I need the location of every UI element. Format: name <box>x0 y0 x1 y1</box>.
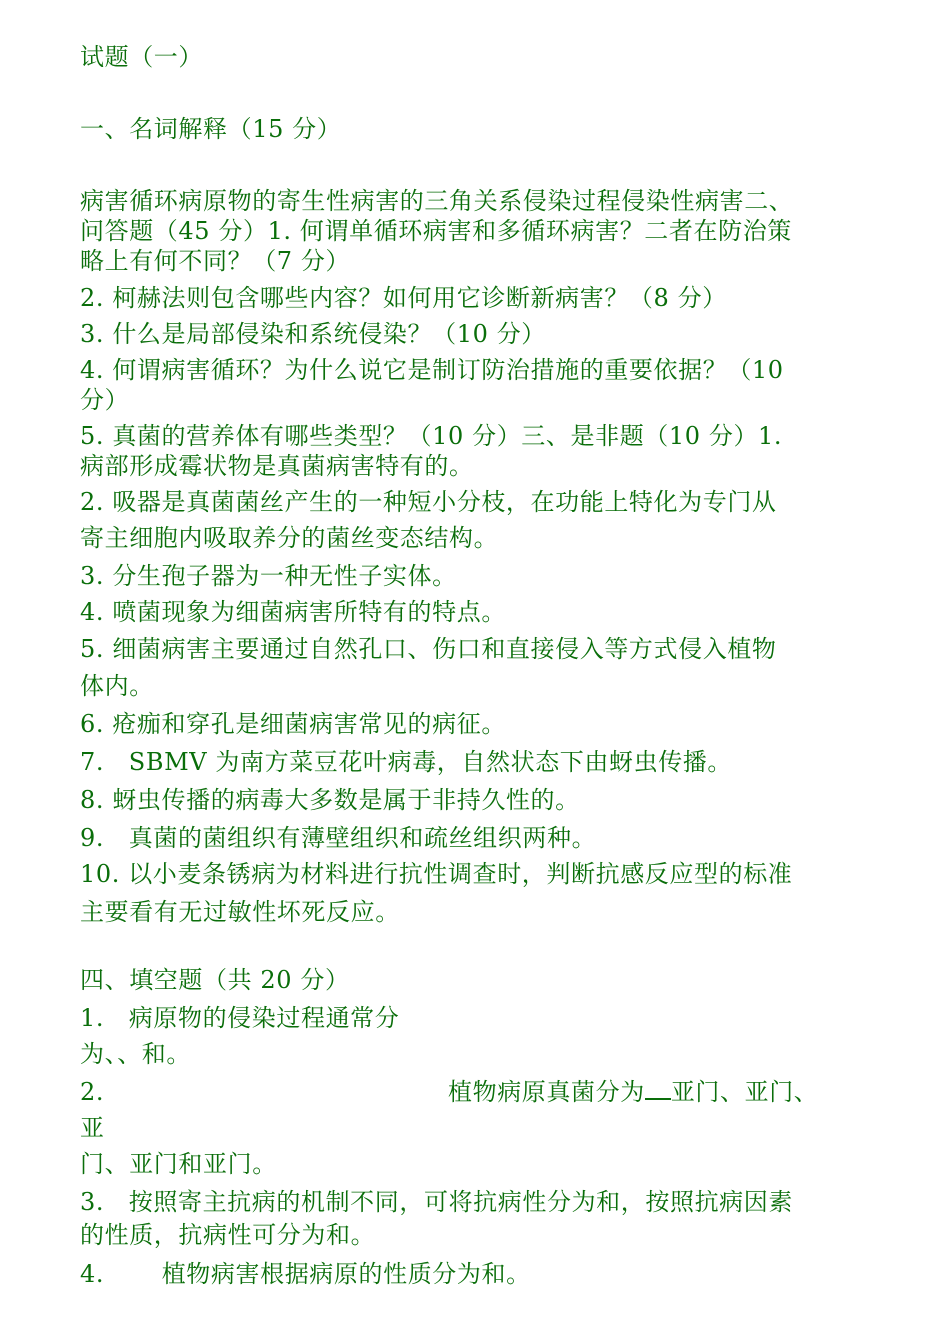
text-line: 3. 什么是局部侵染和系统侵染？（10 分） <box>80 320 546 348</box>
text-line: 2. 柯赫法则包含哪些内容？如何用它诊断新病害？（8 分） <box>80 284 727 312</box>
text-line: 10. 以小麦条锈病为材料进行抗性调查时，判断抗感反应型的标准 <box>80 860 793 888</box>
doc-title: 试题（一） <box>80 43 203 71</box>
fill-q2-number: 2. <box>80 1078 105 1106</box>
text-line: 体内。 <box>80 672 154 700</box>
answer-blank <box>645 1080 671 1100</box>
text-line: 6. 疮痂和穿孔是细菌病害常见的病征。 <box>80 710 506 738</box>
fill-q1-line1: 1. 病原物的侵染过程通常分 <box>80 1004 400 1032</box>
fill-q3-line1: 3. 按照寄主抗病的机制不同，可将抗病性分为和，按照抗病因素 <box>80 1188 793 1216</box>
text-line: 主要看有无过敏性坏死反应。 <box>80 898 400 926</box>
fill-q2-line3: 门、亚门和亚门。 <box>80 1150 277 1178</box>
text-line: 8. 蚜虫传播的病毒大多数是属于非持久性的。 <box>80 786 580 814</box>
fill-q2-text-after: 亚门、亚门、 <box>670 1078 819 1106</box>
text-line: 病害循环病原物的寄生性病害的三角关系侵染过程侵染性病害二、 <box>80 187 794 215</box>
text-line: 4. 喷菌现象为细菌病害所特有的特点。 <box>80 598 506 626</box>
text-line: 略上有何不同？（7 分） <box>80 247 351 275</box>
text-line: 5. 真菌的营养体有哪些类型？（10 分）三、是非题（10 分）1. <box>80 422 783 450</box>
fill-q4-line: 4. 植物病害根据病原的性质分为和。 <box>80 1260 531 1288</box>
text-line: 5. 细菌病害主要通过自然孔口、伤口和直接侵入等方式侵入植物 <box>80 635 777 663</box>
text-line: 分） <box>80 386 130 414</box>
text-line: 4. 何谓病害循环？为什么说它是制订防治措施的重要依据？（10 <box>80 356 784 384</box>
text-line: 问答题（45 分）1. 何谓单循环病害和多循环病害？二者在防治策 <box>80 217 792 245</box>
text-line: 寄主细胞内吸取养分的菌丝变态结构。 <box>80 524 499 552</box>
text-line: 7. SBMV 为南方菜豆花叶病毒，自然状态下由蚜虫传播。 <box>80 748 732 776</box>
section1-heading: 一、名词解释（15 分） <box>80 115 342 143</box>
fill-q2-text: 植物病原真菌分为 <box>448 1078 645 1106</box>
text-line: 9. 真菌的菌组织有薄壁组织和疏丝组织两种。 <box>80 824 597 852</box>
fill-q2-line1 <box>448 1077 818 1107</box>
fill-q2-line2: 亚 <box>80 1114 105 1142</box>
text-line: 2. 吸器是真菌菌丝产生的一种短小分枝，在功能上特化为专门从 <box>80 488 777 516</box>
text-line: 病部形成霉状物是真菌病害特有的。 <box>80 452 474 480</box>
fill-q1-line2: 为、、和。 <box>80 1040 191 1068</box>
text-line: 3. 分生孢子器为一种无性子实体。 <box>80 562 457 590</box>
fill-q3-line2: 的性质，抗病性可分为和。 <box>80 1221 376 1249</box>
section4-heading: 四、填空题（共 20 分） <box>80 966 350 994</box>
